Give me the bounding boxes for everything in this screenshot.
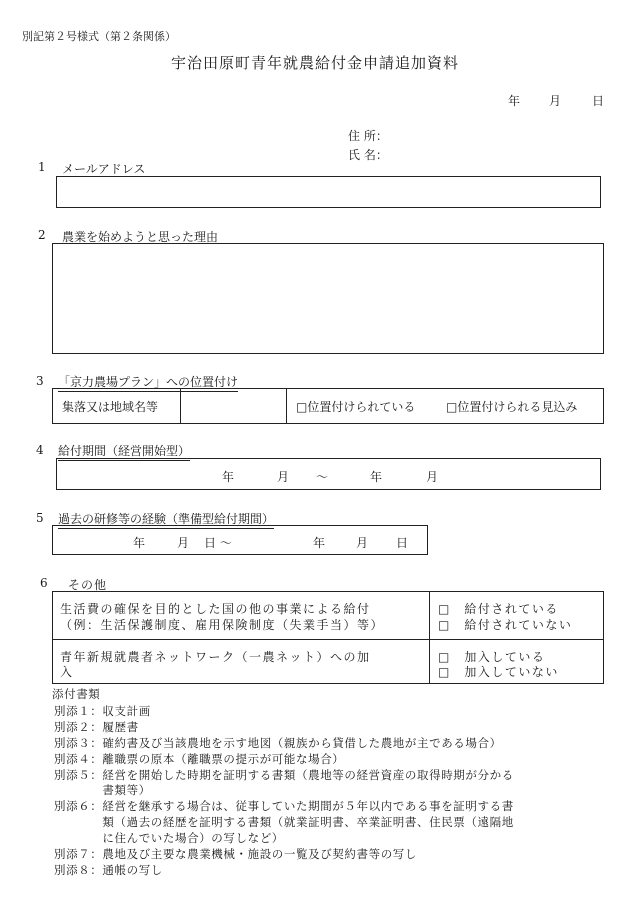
attachment-line: 類（過去の経歴を証明する書類（就業証明書、卒業証明書、住民票（遠隔地 — [54, 815, 514, 829]
period-start-month: 月 — [277, 470, 290, 484]
option-network-joined[interactable]: □ 加入している — [438, 650, 546, 664]
training-end-day: 日 — [396, 536, 409, 550]
period-end-month: 月 — [426, 470, 439, 484]
option-benefit-not-received[interactable]: □ 給付されていない — [438, 618, 573, 632]
section-6-number: 6 — [40, 576, 48, 590]
period-end-year: 年 — [370, 470, 383, 484]
section-6-title: その他 — [68, 578, 108, 592]
attachment-line: 書類等） — [54, 783, 151, 797]
attachment-line: に住んでいた場合）の写しなど） — [54, 831, 284, 845]
period-tilde: ～ — [316, 470, 329, 484]
date-month: 月 — [549, 94, 562, 108]
section-4-title: 給付期間（経営開始型） — [58, 442, 190, 461]
section-4-number: 4 — [36, 443, 44, 457]
reason-field[interactable] — [52, 243, 604, 354]
period-start-year: 年 — [222, 470, 235, 484]
area-name-label: 集落又は地域名等 — [62, 400, 159, 414]
date-year: 年 — [508, 94, 521, 108]
attachment-line: 別添６：経営を継承する場合は、従事していた期間が５年以内である事を証明する書 — [54, 799, 514, 813]
section-3-number: 3 — [36, 374, 44, 388]
page-title: 宇治田原町青年就農給付金申請追加資料 — [170, 54, 459, 72]
section-2-title: 農業を始めようと思った理由 — [62, 230, 219, 244]
training-start-year: 年 — [133, 536, 146, 550]
form-label: 別記第２号様式（第２条関係） — [22, 30, 176, 43]
option-positioned[interactable]: □位置付けられている — [296, 400, 416, 414]
attachment-line: 別添４：離職票の原本（離職票の提示が可能な場合） — [54, 752, 345, 766]
option-benefit-received[interactable]: □ 給付されている — [438, 602, 559, 616]
section-5-number: 5 — [36, 511, 44, 525]
other-row1-line1: 生活費の確保を目的とした国の他の事業による給付 — [60, 602, 371, 616]
attachment-line: 別添２：履歴書 — [54, 720, 139, 734]
attachment-line: 別添５：経営を開始した時期を証明する書類（農地等の経営資産の取得時期が分かる — [54, 768, 514, 782]
attachment-line: 別添１：収支計画 — [54, 704, 151, 718]
attachment-line: 別添３：確約書及び当該農地を示す地図（親族から貸借した農地が主である場合） — [54, 736, 502, 750]
training-start-day: 日 ～ — [204, 536, 232, 550]
section-5-title: 過去の研修等の経験（準備型給付期間） — [58, 510, 274, 529]
section-1-number: 1 — [38, 160, 46, 174]
attachments-heading: 添付書類 — [52, 687, 101, 701]
option-expected[interactable]: □位置付けられる見込み — [446, 400, 578, 414]
other-row1-line2: （例：生活保護制度、雇用保険制度（失業手当）等） — [60, 618, 385, 632]
training-period-field[interactable] — [52, 525, 428, 555]
payment-period-field[interactable] — [56, 458, 601, 490]
email-field[interactable] — [56, 176, 601, 208]
attachment-line: 別添７：農地及び主要な農業機械・施設の一覧及び契約書等の写し — [54, 847, 417, 861]
other-row2-line2: 入 — [60, 665, 74, 679]
other-row2-line1: 青年新規就農者ネットワーク（一農ネット）への加 — [60, 650, 371, 664]
name-label: 氏 名： — [348, 148, 388, 162]
section-1-title: メールアドレス — [62, 162, 146, 176]
date-day: 日 — [592, 94, 605, 108]
option-network-not-joined[interactable]: □ 加入していない — [438, 665, 559, 679]
section-3-title: 「京力農場プラン」への位置付け — [58, 373, 238, 392]
training-start-month: 月 — [177, 536, 190, 550]
training-end-month: 月 — [356, 536, 369, 550]
attachment-line: 別添８：通帳の写し — [54, 863, 163, 877]
area-name-input[interactable] — [181, 389, 286, 423]
address-label: 住 所： — [348, 129, 388, 143]
section-2-number: 2 — [38, 228, 46, 242]
training-end-year: 年 — [313, 536, 326, 550]
